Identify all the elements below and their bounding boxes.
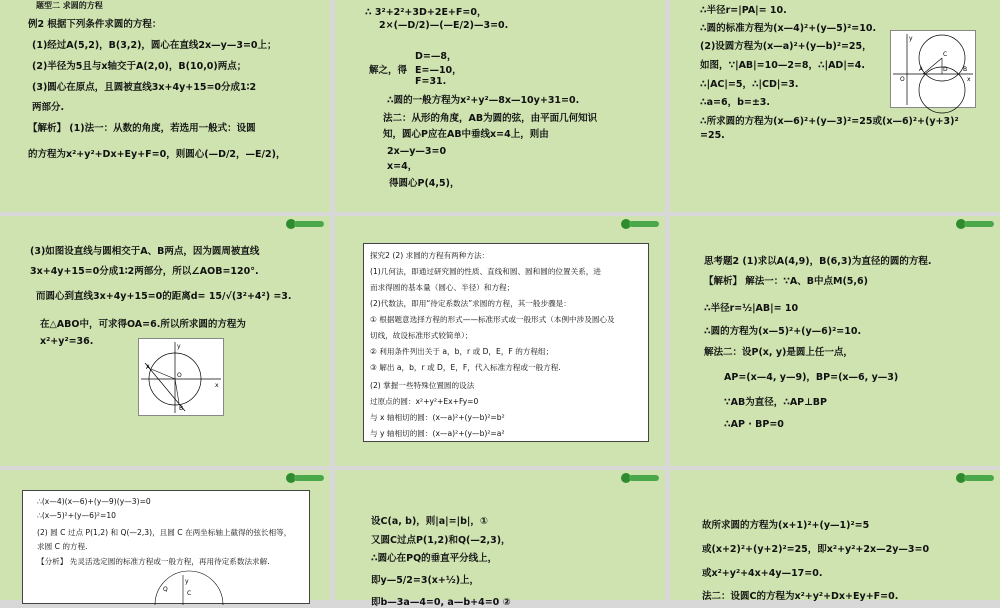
fig-label: C	[187, 590, 192, 597]
logo-icon	[956, 219, 994, 229]
text-line: (2)代数法，即用“待定系数法”求圆的方程，其一般步骤是：	[370, 299, 571, 308]
slide-5[interactable]	[670, 216, 1000, 466]
text-line: ① 根据题意选择方程的形式——标准形式或一般形式（本例中涉及圆心及	[370, 315, 615, 324]
text-line: AP=(x—4, y—9)，BP=(x—6, y—3)	[724, 372, 899, 383]
fig-label: B	[963, 66, 968, 73]
text-line: (1)经过A(5,2)，B(3,2)，圆心在直线2x—y—3=0上；	[32, 40, 277, 51]
circle-diagram	[139, 339, 223, 415]
text-line: (2) 圆 C 过点 P(1,2) 和 Q(—2,3)，且圆 C 在两坐标轴上截得的弦长相等，	[37, 528, 292, 537]
text-line: ∴AP · BP=0	[724, 419, 784, 430]
logo-icon	[286, 473, 324, 483]
segment-ca	[923, 58, 942, 74]
logo-icon	[621, 219, 659, 229]
text-line: ∴a=6，b=±3.	[700, 97, 771, 108]
text-line: 求圆 C 的方程.	[37, 542, 88, 551]
text-line: 法二：从形的角度，AB为圆的弦，由平面几何知识	[383, 113, 598, 124]
slide-6[interactable]	[0, 470, 330, 600]
slide-4[interactable]	[335, 216, 665, 466]
text-line: ∴圆的标准方程为(x—4)²+(y—5)²=10.	[700, 23, 877, 34]
text-line: 解之，得	[369, 65, 408, 76]
text-line: 即b—3a—4=0, a—b+4=0 ②	[371, 597, 511, 608]
text-line: F=31.	[415, 76, 447, 87]
text-line: 或(x+2)²+(y+2)²=25，即x²+y²+2x—2y—3=0	[702, 544, 930, 555]
text-line: ∴圆的一般方程为x²+y²—8x—10y+31=0.	[387, 95, 580, 106]
text-line: 两部分.	[32, 102, 65, 113]
text-line: 2×(—D/2)—(—E/2)—3=0.	[379, 20, 509, 31]
text-line: x=4，	[387, 161, 418, 172]
text-line: ∴半径r=|PA|= 10.	[700, 5, 787, 16]
text-line: 【解析】 解法一：∵A、B中点M(5,6)	[704, 276, 868, 287]
slide-0[interactable]	[0, 0, 330, 212]
text-line: ∴ 3²+2²+3D+2E+F=0，	[365, 7, 487, 18]
text-line: 思考题2 (1)求以A(4,9)，B(6,3)为直径的圆的方程.	[704, 256, 932, 267]
text-line: ∵AB为直径，∴AP⊥BP	[724, 397, 828, 408]
text-line: 或x²+y²+4x+4y—17=0.	[702, 568, 823, 579]
text-line: 设C(a, b)，则|a|=|b|，①	[371, 516, 488, 527]
text-line: ∴所求圆的方程为(x—6)²+(y—3)²=25或(x—6)²+(y+3)²	[700, 116, 959, 127]
text-line: ∴圆心在PQ的垂直平分线上，	[371, 553, 498, 564]
text-line: (2)半径为5且与x轴交于A(2,0)，B(10,0)两点；	[32, 61, 247, 72]
text-line: 探究2 (2) 求圆的方程有两种方法：	[370, 251, 490, 260]
text-line: ∴半径r=½|AB|= 10	[704, 303, 799, 314]
text-line: E=—10，	[415, 65, 462, 76]
summary-box	[363, 243, 649, 442]
text-line: 而求得圆的基本量（圆心、半径）和方程；	[370, 283, 515, 292]
fig-label: A	[919, 66, 924, 73]
text-line: (1)几何法，即通过研究圆的性质、直线和圆、圆和圆的位置关系，进	[370, 267, 601, 276]
text-line: 在△ABO中，可求得OA=6.所以所求圆的方程为	[40, 319, 246, 330]
text-line: 如图，∵|AB|=10—2=8，∴|AD|=4.	[700, 60, 865, 71]
text-line: 故所求圆的方程为(x+1)²+(y—1)²=5	[702, 520, 870, 531]
text-line: 的方程为x²+y²+Dx+Ey+F=0，则圆心(—D/2，—E/2)，	[28, 149, 286, 160]
text-line: (2)设圆方程为(x—a)²+(y—b)²=25，	[700, 41, 872, 52]
text-line: 3x+4y+15=0分成1∶2两部分，所以∠AOB=120°.	[30, 266, 259, 277]
circle-diagram	[891, 31, 975, 107]
fig-label: x	[967, 76, 971, 83]
fig-label: D	[943, 66, 948, 73]
text-line: ∴(x—5)²+(y—6)²=10	[37, 511, 116, 520]
slide-2[interactable]	[670, 0, 1000, 212]
text-line: 例2 根据下列条件求圆的方程：	[28, 19, 162, 30]
logo-icon	[956, 473, 994, 483]
slide-8[interactable]	[670, 470, 1000, 600]
text-line: 而圆心到直线3x+4y+15=0的距离d= 15/√(3²+4²) =3.	[36, 291, 292, 302]
fig-label: O	[177, 372, 182, 379]
text-line: 即y—5/2=3(x+½)上，	[371, 575, 480, 586]
fig-label: C	[943, 51, 948, 58]
text-line: =25.	[700, 130, 725, 141]
text-line: ∴圆的方程为(x—5)²+(y—6)²=10.	[704, 326, 862, 337]
text-line: (2) 掌握一些特殊位置圆的设法	[370, 381, 475, 390]
circle-figure	[890, 30, 976, 108]
fig-label: y	[909, 35, 913, 42]
text-line: 过原点的圆：x²+y²+Ex+Fy=0	[370, 397, 479, 406]
slide-7[interactable]	[335, 470, 665, 608]
fig-label: x	[215, 382, 219, 389]
logo-icon	[286, 219, 324, 229]
fig-label: y	[185, 578, 189, 585]
text-line: 法二：设圆C的方程为x²+y²+Dx+Ey+F=0.	[702, 591, 899, 602]
slide-3[interactable]	[0, 216, 330, 466]
section-heading: 题型二 求圆的方程	[36, 1, 103, 10]
text-line: 解法二：设P(x, y)是圆上任一点，	[704, 347, 853, 358]
content-box	[22, 490, 310, 604]
fig-label: B	[179, 405, 184, 412]
text-line: (3)如图设直线与圆相交于A、B两点，因为圆周被直线	[30, 246, 260, 257]
text-line: ∴(x—4)(x—6)+(y—9)(y—3)=0	[37, 497, 151, 506]
text-line: ∴|AC|=5，∴|CD|=3.	[700, 79, 799, 90]
text-line: 知，圆心P应在AB中垂线x=4上，则由	[383, 129, 549, 140]
fig-label: Q	[163, 586, 168, 593]
text-line: 【解析】 (1)法一：从数的角度，若选用一般式：设圆	[28, 123, 256, 134]
text-line: 与 y 轴相切的圆：(x—a)²+(y—b)²=a²	[370, 429, 505, 438]
text-line: x²+y²=36.	[40, 336, 94, 347]
slide-1[interactable]	[335, 0, 665, 212]
text-line: 【分析】 先灵活选定圆的标准方程或一般方程，再用待定系数法求解.	[37, 557, 270, 566]
fig-label: A	[146, 364, 151, 371]
text-line: 又圆C过点P(1,2)和Q(—2,3)，	[371, 535, 511, 546]
text-line: (3)圆心在原点，且圆被直线3x+4y+15=0分成1∶2	[32, 82, 257, 93]
logo-icon	[621, 473, 659, 483]
fig-label: O	[900, 76, 905, 83]
circle-diagram	[151, 575, 231, 605]
text-line: 切线，故设标准形式较简单）；	[370, 331, 473, 340]
text-line: ② 利用条件列出关于 a，b，r 或 D，E，F 的方程组；	[370, 347, 554, 356]
text-line: 得圆心P(4,5)，	[389, 178, 460, 189]
text-line: 2x—y—3=0	[387, 146, 447, 157]
text-line: ③ 解出 a，b，r 或 D，E，F，代入标准方程或一般方程.	[370, 363, 561, 372]
circle-figure	[138, 338, 224, 416]
text-line: 与 x 轴相切的圆：(x—a)²+(y—b)²=b²	[370, 413, 505, 422]
fig-label: y	[177, 343, 181, 350]
secant-line	[145, 363, 185, 411]
text-line: D=—8，	[415, 51, 457, 62]
